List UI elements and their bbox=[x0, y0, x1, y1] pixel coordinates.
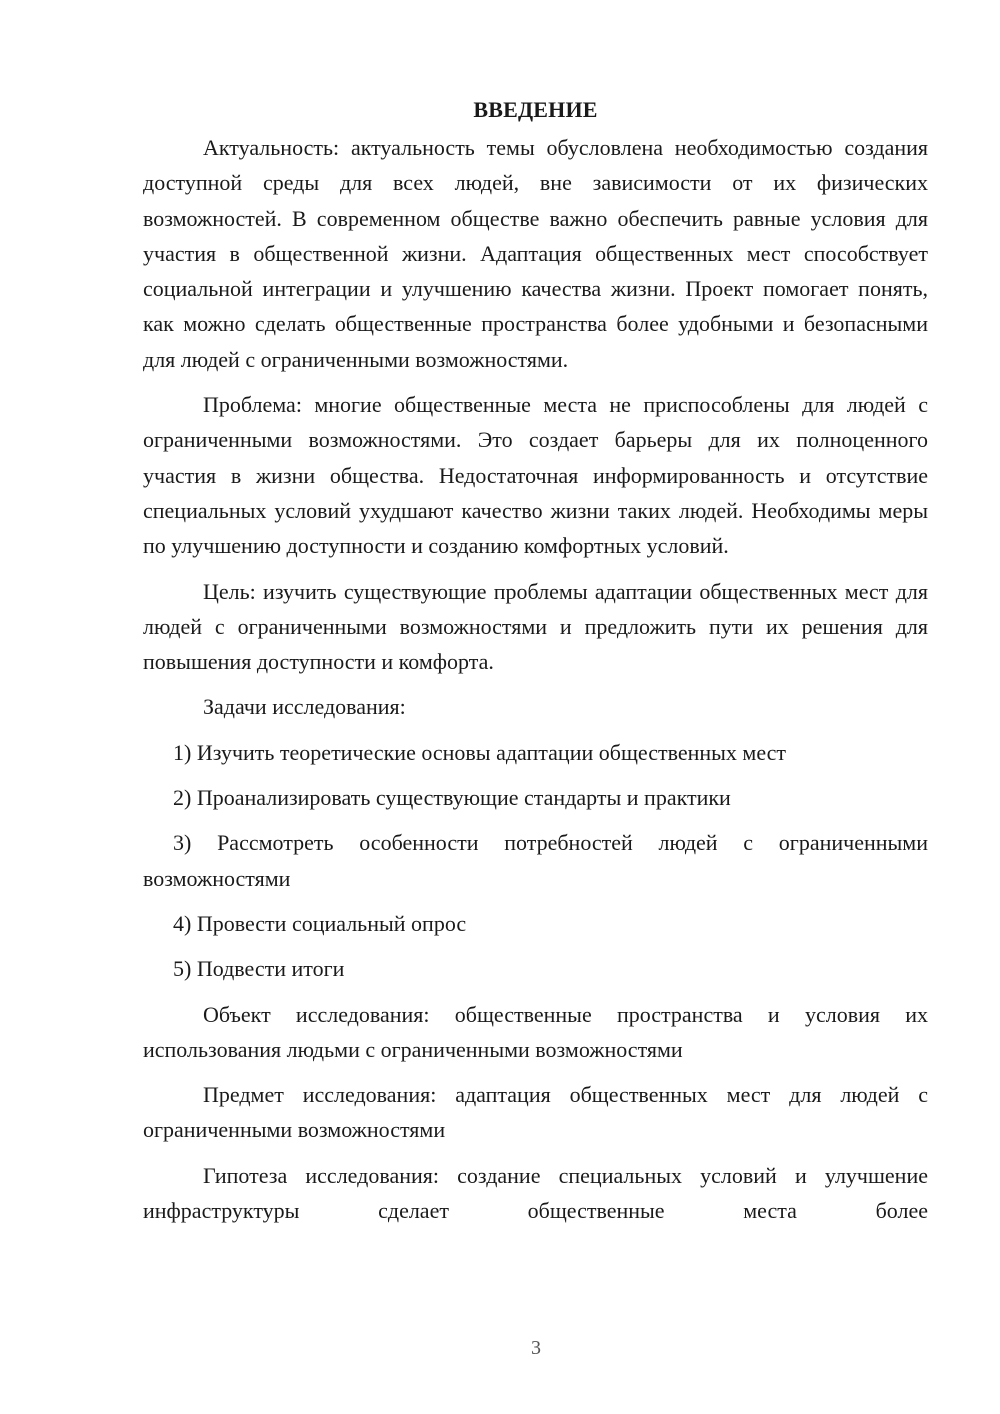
problem-paragraph: Проблема: многие общественные места не приспособлены для людей с ограниченными возможностями. Это создает барьеры для их полноценного участия в жизни общества. Недостаточная информированность и отсутствие специальных условий ухудшают качество жизни таких людей. Необходимы меры по улучшению доступности и созданию комфортных условий. bbox=[143, 392, 928, 559]
object-paragraph: Объект исследования: общественные пространства и условия их использования людьми с ограниченными возможностями bbox=[143, 1001, 928, 1062]
page-content bbox=[143, 96, 928, 1228]
goal-paragraph: Цель: изучить существующие проблемы адаптации общественных мест для людей с ограниченными возможностями и предложить пути их решения для повышения доступности и комфорта. bbox=[143, 578, 928, 675]
relevance-paragraph: Актуальность: актуальность темы обусловлена необходимостью создания доступной среды для всех людей, вне зависимости от их физических возможностей. В современном обществе важно обеспечить равные условия для участия в общественной жизни. Адаптация общественных мест способствует социальной интеграции и улучшению качества жизни. Проект помогает понять, как можно сделать общественные пространства более удобными и безопасными для людей с ограниченными возможностями. bbox=[143, 135, 928, 372]
subject-paragraph: Предмет исследования: адаптация общественных мест для людей с ограниченными возможностями bbox=[143, 1082, 928, 1143]
page-number: 3 bbox=[531, 1337, 541, 1359]
task-item: 1) Изучить теоретические основы адаптации общественных мест bbox=[173, 739, 787, 765]
task-item: 5) Подвести итоги bbox=[173, 956, 345, 982]
task-item: 2) Проанализировать существующие стандарты и практики bbox=[173, 785, 731, 811]
tasks-heading: Задачи исследования: bbox=[203, 694, 406, 720]
task-item: 4) Провести социальный опрос bbox=[173, 910, 467, 936]
hypothesis-paragraph: Гипотеза исследования: создание специальных условий и улучшение инфраструктуры сделает общественные места более bbox=[143, 1162, 928, 1224]
tasks-list bbox=[143, 735, 928, 987]
section-title: ВВЕДЕНИЕ bbox=[473, 97, 598, 122]
task-item: 3) Рассмотреть особенности потребностей людей с ограниченными возможностями bbox=[143, 830, 928, 891]
